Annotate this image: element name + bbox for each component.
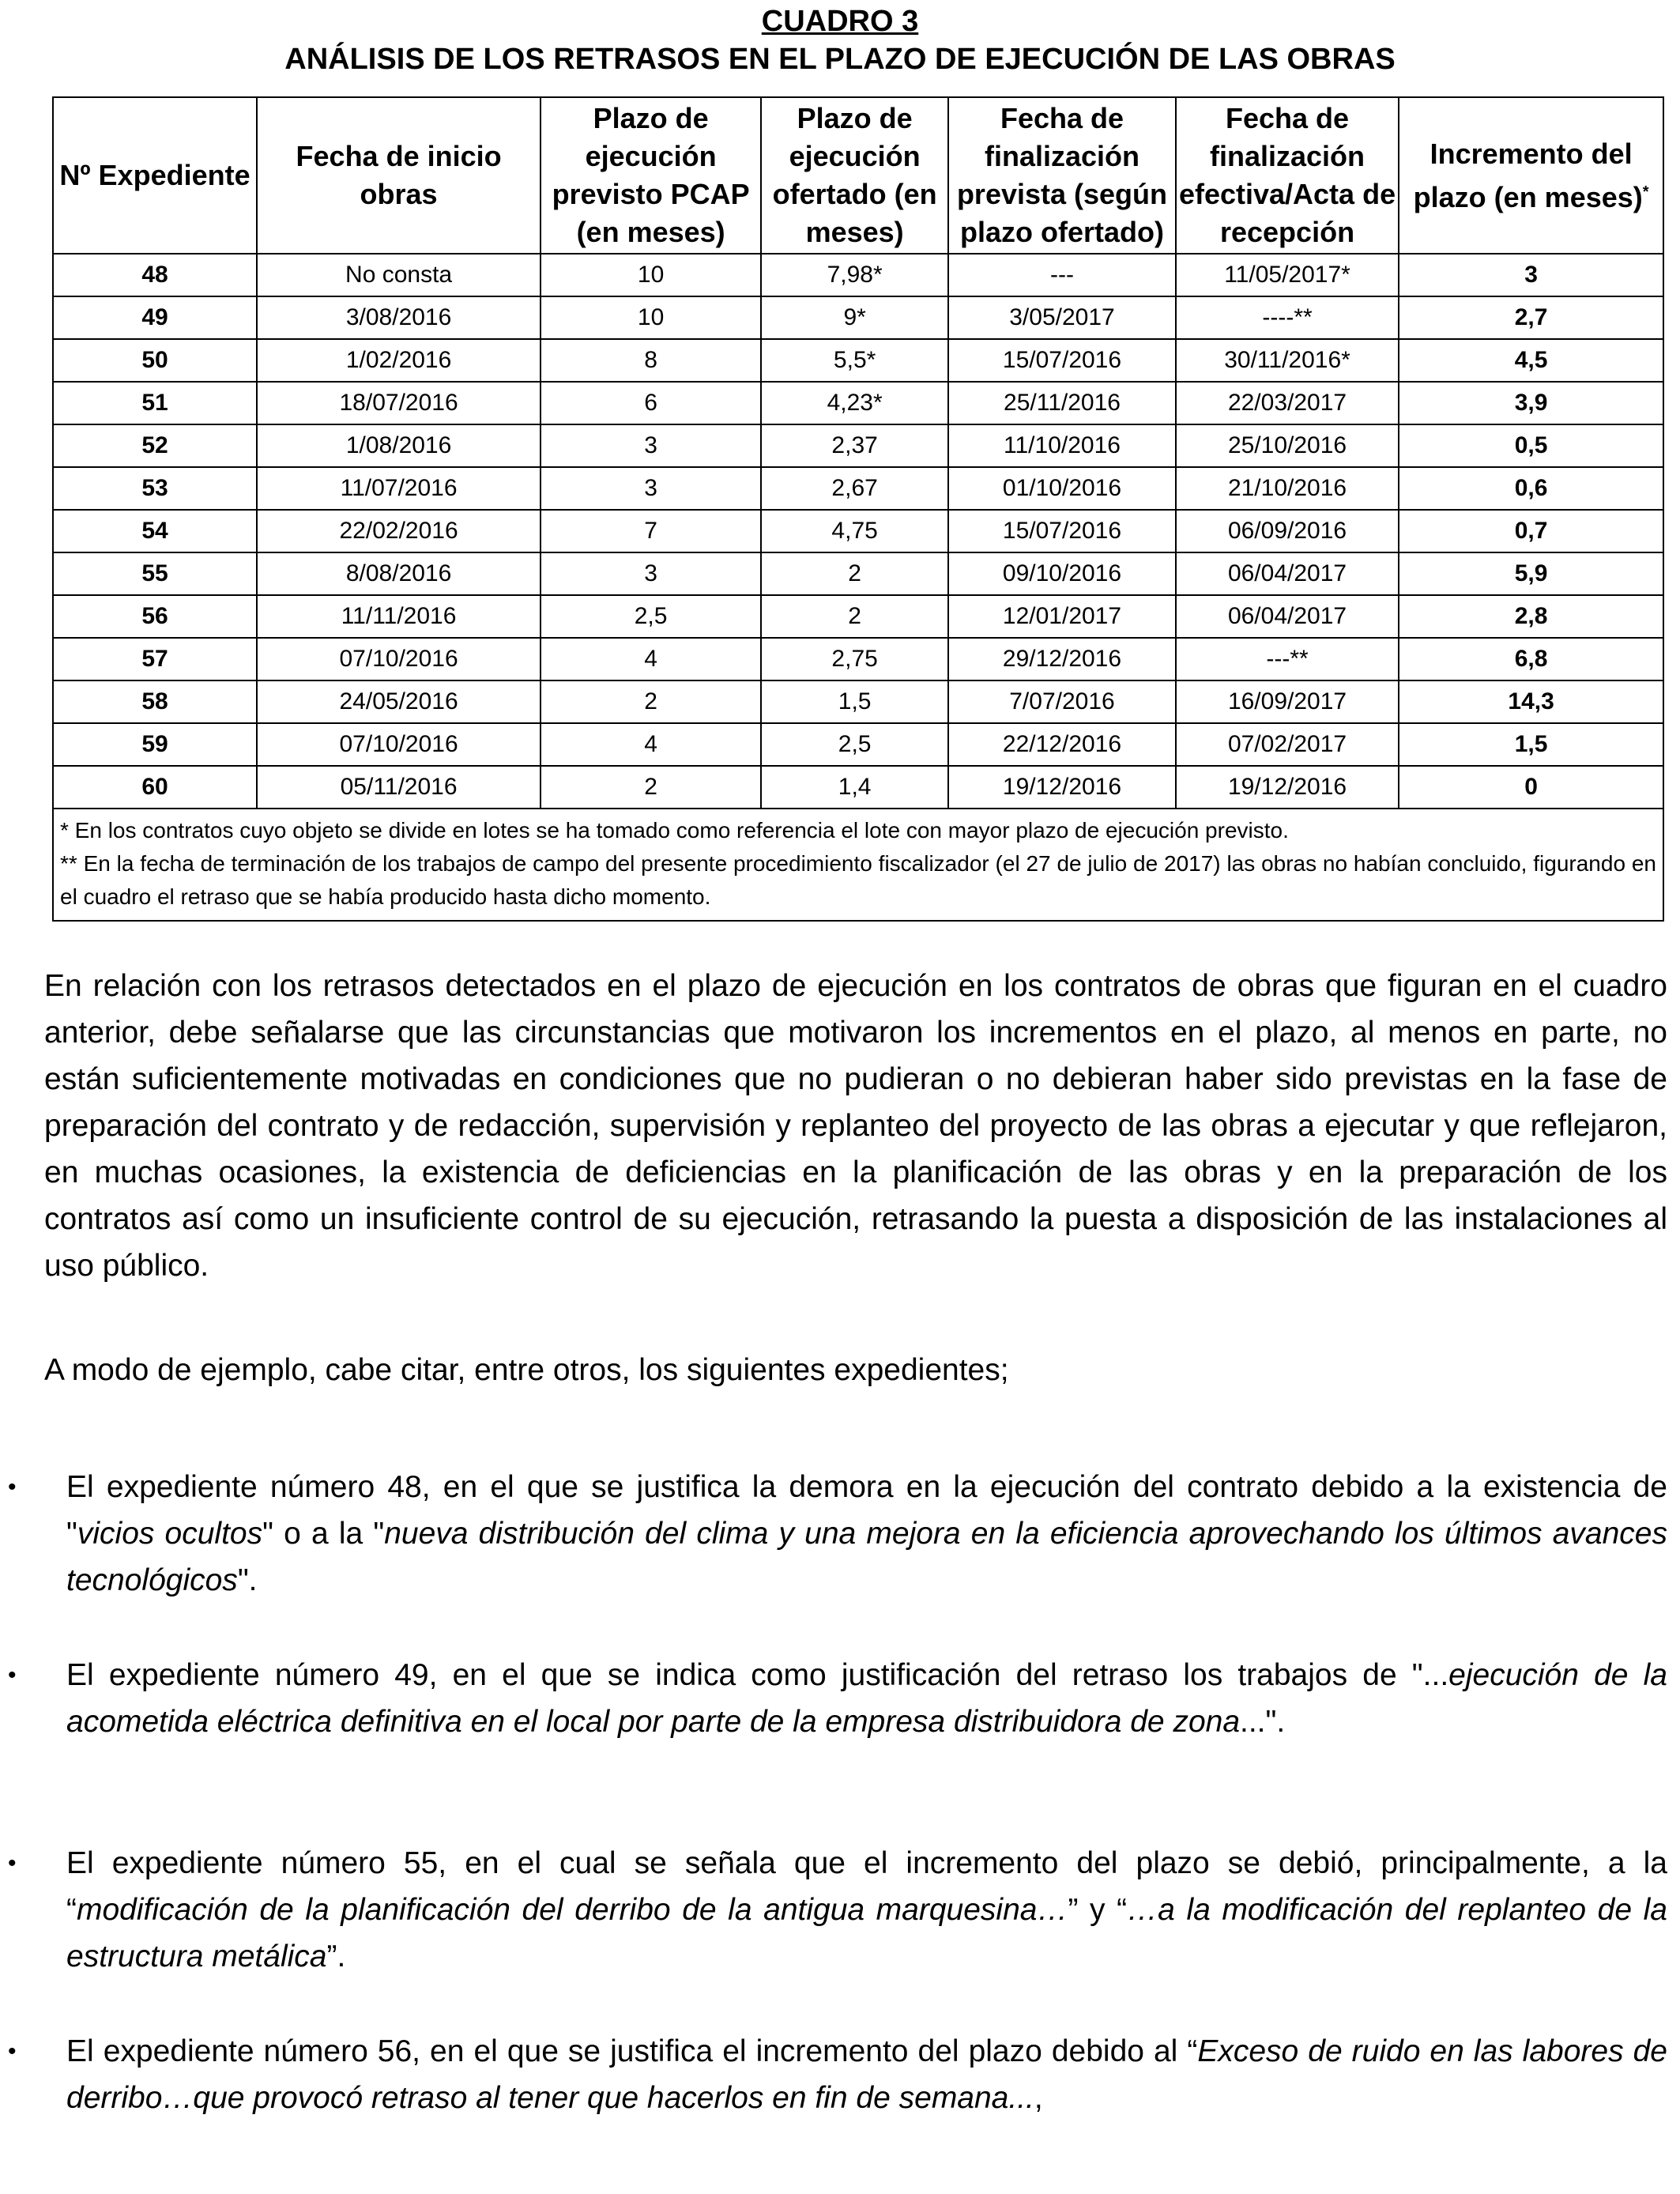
- cell-fecha-prevista: 25/11/2016: [948, 382, 1176, 424]
- cell-fecha-inicio: 07/10/2016: [257, 638, 541, 680]
- cell-fecha-prevista: 11/10/2016: [948, 424, 1176, 467]
- cell-plazo-previsto: 8: [541, 339, 761, 382]
- cell-fecha-efectiva: 07/02/2017: [1176, 723, 1399, 766]
- cell-incremento: 0,7: [1399, 510, 1663, 552]
- cell-incremento: 1,5: [1399, 723, 1663, 766]
- bullet-marker: •: [8, 1662, 17, 1688]
- cell-expediente: 49: [53, 296, 257, 339]
- cell-fecha-efectiva: 21/10/2016: [1176, 467, 1399, 510]
- table-row: [53, 766, 1663, 809]
- cell-plazo-previsto: 4: [541, 723, 761, 766]
- header-incremento-mark: *: [1642, 183, 1649, 201]
- cell-fecha-efectiva: 06/09/2016: [1176, 510, 1399, 552]
- cell-fecha-inicio: 11/11/2016: [257, 595, 541, 638]
- notes-row: [53, 809, 1663, 921]
- cell-incremento: 4,5: [1399, 339, 1663, 382]
- cell-fecha-inicio: No consta: [257, 254, 541, 296]
- table-row: [53, 339, 1663, 382]
- cell-fecha-efectiva: 06/04/2017: [1176, 595, 1399, 638]
- header-incremento: [1399, 97, 1663, 254]
- cell-expediente: 55: [53, 552, 257, 595]
- table-row: [53, 723, 1663, 766]
- cell-fecha-prevista: 01/10/2016: [948, 467, 1176, 510]
- cell-expediente: 52: [53, 424, 257, 467]
- cell-plazo-previsto: 10: [541, 296, 761, 339]
- paragraph-2-block: [44, 1347, 1667, 1393]
- cell-plazo-ofertado: 2: [761, 595, 948, 638]
- bullet-marker: •: [8, 2038, 17, 2064]
- cell-expediente: 51: [53, 382, 257, 424]
- table-row: [53, 424, 1663, 467]
- cell-plazo-previsto: 3: [541, 467, 761, 510]
- cell-fecha-prevista: 3/05/2017: [948, 296, 1176, 339]
- cell-incremento: 14,3: [1399, 680, 1663, 723]
- cell-plazo-previsto: 10: [541, 254, 761, 296]
- cell-incremento: 0: [1399, 766, 1663, 809]
- cell-plazo-ofertado: 2,37: [761, 424, 948, 467]
- cell-incremento: 3: [1399, 254, 1663, 296]
- cell-incremento: 0,5: [1399, 424, 1663, 467]
- header-fecha-prevista: Fecha de finalización prevista (según plazo ofertado): [948, 97, 1176, 254]
- table-row: [53, 638, 1663, 680]
- cell-plazo-previsto: 4: [541, 638, 761, 680]
- cell-plazo-ofertado: 2,75: [761, 638, 948, 680]
- cell-fecha-efectiva: 11/05/2017*: [1176, 254, 1399, 296]
- cell-fecha-prevista: 09/10/2016: [948, 552, 1176, 595]
- cell-fecha-efectiva: 22/03/2017: [1176, 382, 1399, 424]
- cell-fecha-inicio: 05/11/2016: [257, 766, 541, 809]
- header-expediente: Nº Expediente: [53, 97, 257, 254]
- cell-plazo-ofertado: 1,4: [761, 766, 948, 809]
- header-plazo-ofertado: Plazo de ejecución ofertado (en meses): [761, 97, 948, 254]
- header-fecha-efectiva: Fecha de finalización efectiva/Acta de recepción: [1176, 97, 1399, 254]
- cell-plazo-ofertado: 4,23*: [761, 382, 948, 424]
- cell-incremento: 6,8: [1399, 638, 1663, 680]
- cell-expediente: 57: [53, 638, 257, 680]
- cell-expediente: 53: [53, 467, 257, 510]
- bullet-marker: •: [8, 1850, 17, 1876]
- cell-fecha-prevista: 15/07/2016: [948, 510, 1176, 552]
- cell-expediente: 59: [53, 723, 257, 766]
- cell-fecha-inicio: 11/07/2016: [257, 467, 541, 510]
- cell-fecha-prevista: 22/12/2016: [948, 723, 1176, 766]
- cell-plazo-previsto: 3: [541, 552, 761, 595]
- cell-plazo-ofertado: 9*: [761, 296, 948, 339]
- cell-fecha-inicio: 18/07/2016: [257, 382, 541, 424]
- cell-fecha-inicio: 8/08/2016: [257, 552, 541, 595]
- cell-fecha-inicio: 1/08/2016: [257, 424, 541, 467]
- paragraph-2: A modo de ejemplo, cabe citar, entre otros, los siguientes expedientes;: [44, 1353, 1009, 1387]
- bullet-text-56: El expediente número 56, en el que se justifica el incremento del plazo debido al “Exceso de ruido en las labores de derribo…que provocó retraso al tener que hacerlos en fin de semana...,: [66, 2034, 1667, 2115]
- cell-fecha-efectiva: 30/11/2016*: [1176, 339, 1399, 382]
- cell-expediente: 58: [53, 680, 257, 723]
- table-row: [53, 552, 1663, 595]
- cell-incremento: 5,9: [1399, 552, 1663, 595]
- table-row: [53, 254, 1663, 296]
- cell-plazo-ofertado: 1,5: [761, 680, 948, 723]
- cell-plazo-previsto: 2: [541, 766, 761, 809]
- cell-fecha-inicio: 3/08/2016: [257, 296, 541, 339]
- cell-fecha-efectiva: 19/12/2016: [1176, 766, 1399, 809]
- cell-expediente: 56: [53, 595, 257, 638]
- cell-expediente: 54: [53, 510, 257, 552]
- cell-plazo-ofertado: 2,67: [761, 467, 948, 510]
- cell-fecha-prevista: 15/07/2016: [948, 339, 1176, 382]
- bullet-text-48: El expediente número 48, en el que se justifica la demora en la ejecución del contrato debido a la existencia de "vicios ocultos" o a la "nueva distribución del clima y una mejora en la eficiencia aprovechando los últimos avances tecnológicos".: [66, 1470, 1667, 1597]
- header-row: [53, 97, 1663, 254]
- table-row: [53, 680, 1663, 723]
- table-caption-number: CUADRO 3: [761, 5, 919, 38]
- cell-fecha-prevista: ---: [948, 254, 1176, 296]
- cell-plazo-ofertado: 7,98*: [761, 254, 948, 296]
- cell-fecha-prevista: 29/12/2016: [948, 638, 1176, 680]
- cell-fecha-inicio: 24/05/2016: [257, 680, 541, 723]
- cell-plazo-previsto: 7: [541, 510, 761, 552]
- cell-incremento: 2,7: [1399, 296, 1663, 339]
- title-block: [0, 3, 1680, 79]
- delays-table: [52, 96, 1664, 922]
- table-row: [53, 510, 1663, 552]
- paragraph-1-block: [44, 963, 1667, 1289]
- cell-fecha-efectiva: 25/10/2016: [1176, 424, 1399, 467]
- header-incremento-label: Incremento del plazo (en meses): [1413, 137, 1643, 213]
- cell-expediente: 60: [53, 766, 257, 809]
- header-plazo-previsto: Plazo de ejecución previsto PCAP (en meses): [541, 97, 761, 254]
- cell-fecha-efectiva: 16/09/2017: [1176, 680, 1399, 723]
- bullet-marker: •: [8, 1474, 17, 1500]
- cell-fecha-inicio: 22/02/2016: [257, 510, 541, 552]
- cell-fecha-prevista: 12/01/2017: [948, 595, 1176, 638]
- cell-plazo-ofertado: 4,75: [761, 510, 948, 552]
- table-caption-title: ANÁLISIS DE LOS RETRASOS EN EL PLAZO DE EJECUCIÓN DE LAS OBRAS: [284, 43, 1396, 76]
- bullet-text-49: El expediente número 49, en el que se indica como justificación del retraso los trabajos de "...ejecución de la acometida eléctrica definitiva en el local por parte de la empresa distribuidora de zona...".: [66, 1658, 1667, 1739]
- cell-fecha-efectiva: ---**: [1176, 638, 1399, 680]
- cell-expediente: 50: [53, 339, 257, 382]
- cell-fecha-efectiva: 06/04/2017: [1176, 552, 1399, 595]
- cell-plazo-ofertado: 2: [761, 552, 948, 595]
- cell-fecha-prevista: 19/12/2016: [948, 766, 1176, 809]
- cell-incremento: 2,8: [1399, 595, 1663, 638]
- cell-plazo-previsto: 2,5: [541, 595, 761, 638]
- header-fecha-inicio: Fecha de inicio obras: [257, 97, 541, 254]
- cell-plazo-previsto: 2: [541, 680, 761, 723]
- table-row: [53, 296, 1663, 339]
- cell-plazo-previsto: 3: [541, 424, 761, 467]
- paragraph-1: En relación con los retrasos detectados en el plazo de ejecución en los contratos de obras que figuran en el cuadro anterior, debe señalarse que las circunstancias que motivaron los incrementos en el plazo, al menos en parte, no están suficientemente motivadas en condiciones que no pudieran o no debieran haber sido previstas en la fase de preparación del contrato y de redacción, supervisión y replanteo del proyecto de las obras a ejecutar y que reflejaron, en muchas ocasiones, la existencia de deficiencias en la planificación de las obras y en la preparación de los contratos así como un insuficiente control de su ejecución, retrasando la puesta a disposición de las instalaciones al uso público.: [44, 969, 1667, 1283]
- cell-fecha-efectiva: ----**: [1176, 296, 1399, 339]
- cell-expediente: 48: [53, 254, 257, 296]
- cell-incremento: 0,6: [1399, 467, 1663, 510]
- table-row: [53, 467, 1663, 510]
- table-notes: [53, 809, 1663, 921]
- note-single-asterisk: * En los contratos cuyo objeto se divide en lotes se ha tomado como referencia el lote con mayor plazo de ejecución previsto.: [60, 818, 1289, 843]
- cell-incremento: 3,9: [1399, 382, 1663, 424]
- note-double-asterisk: ** En la fecha de terminación de los trabajos de campo del presente procedimiento fiscalizador (el 27 de julio de 2017) las obras no habían concluido, figurando en el cuadro el retraso que se había producido hasta dicho momento.: [60, 851, 1656, 909]
- table-row: [53, 382, 1663, 424]
- cell-fecha-inicio: 1/02/2016: [257, 339, 541, 382]
- table-row: [53, 595, 1663, 638]
- cell-fecha-prevista: 7/07/2016: [948, 680, 1176, 723]
- bullet-text-55: El expediente número 55, en el cual se señala que el incremento del plazo se debió, principalmente, a la “modificación de la planificación del derribo de la antigua marquesina…” y “…a la modificación del replanteo de la estructura metálica”.: [66, 1846, 1667, 1973]
- cell-plazo-previsto: 6: [541, 382, 761, 424]
- cell-plazo-ofertado: 5,5*: [761, 339, 948, 382]
- cell-fecha-inicio: 07/10/2016: [257, 723, 541, 766]
- cell-plazo-ofertado: 2,5: [761, 723, 948, 766]
